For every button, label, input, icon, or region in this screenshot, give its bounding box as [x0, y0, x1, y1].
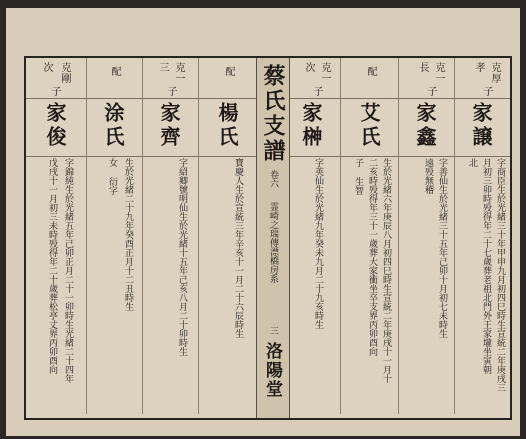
section-label: 霊崎之瑞傳漂橋房系: [268, 202, 278, 283]
gen-label: 長: [417, 62, 428, 73]
gen-label: 配: [365, 66, 376, 77]
person-name: 家鑫: [413, 102, 437, 150]
page-number: 三: [268, 326, 278, 335]
gen-label: 配: [223, 66, 234, 77]
page-frame: [24, 56, 512, 420]
hall-name: 洛陽堂: [262, 342, 282, 399]
gen-label: 次: [41, 62, 52, 73]
record-line: 生於光緒六年庚辰八月初四巳時生宣統二年庚戌十一月十: [381, 158, 391, 383]
person-name: 艾氏: [357, 102, 381, 150]
rel-label: 子: [165, 86, 176, 97]
rel-label: 子: [425, 86, 436, 97]
person-name: 楊氏: [215, 102, 239, 150]
genealogy-page: [6, 8, 520, 436]
book-title: 蔡氏支譜: [260, 64, 286, 164]
record-line: 二亥時殁得年三十一歲葬大家衝坐卒支界丙卯酉向: [367, 158, 377, 356]
record-line: 寶慶人生於宣統三年辛亥十一月二十六辰時生: [233, 158, 243, 338]
record-line: 字英仙生於光緒九年癸未九月二十九亥時生: [313, 158, 323, 329]
father-label: 克一: [319, 62, 330, 84]
person-name: 家齊: [157, 102, 181, 150]
volume-label: 卷六: [268, 170, 278, 188]
record-line: 字紹卿號明仙生於光緒十五年己亥八月二十卯時生: [177, 158, 187, 356]
gen-label: 配: [109, 66, 120, 77]
father-label: 克剛: [59, 62, 70, 84]
record-line: 生於光緒二十九年癸酉正月十二丑時生: [123, 158, 133, 311]
rel-label: 子: [49, 86, 60, 97]
person-name: 涂氏: [101, 102, 125, 150]
center-strip: [256, 58, 290, 418]
gen-label: 孝: [473, 62, 484, 73]
record-line: 子 生智: [353, 158, 363, 195]
gen-label: 三: [157, 62, 168, 73]
record-line: 字善仙生於光緒三十五年己卯十月初七未時生: [437, 158, 447, 338]
rel-label: 子: [311, 86, 322, 97]
rel-label: 子: [481, 86, 492, 97]
record-line: 戊戌十一月初三未時殁得年二十歲葬松亭丈界丙卯酉向: [47, 158, 57, 374]
record-line: 女 衍字: [107, 158, 117, 195]
person-name: 家榊: [299, 102, 323, 150]
record-line: 字商臣生於光緒三十年甲申九月初四巳時生宣統二年庚戌三: [495, 158, 505, 392]
father-label: 克一: [433, 62, 444, 84]
record-line: 月初三卯時殁得年二十七歲葬老祖北門外王家壠坐寅朝: [481, 158, 491, 374]
gen-label: 次: [303, 62, 314, 73]
person-name: 家俊: [43, 102, 67, 150]
father-label: 克厚: [489, 62, 500, 84]
record-line: 字錦純生於光緒五年己卯正月二十一卯時生光緒二十四年: [63, 158, 73, 383]
record-line: 遠殁無稽: [423, 158, 433, 194]
person-name: 家譲: [469, 102, 493, 150]
record-line: 北: [467, 158, 477, 167]
father-label: 克一: [173, 62, 184, 84]
